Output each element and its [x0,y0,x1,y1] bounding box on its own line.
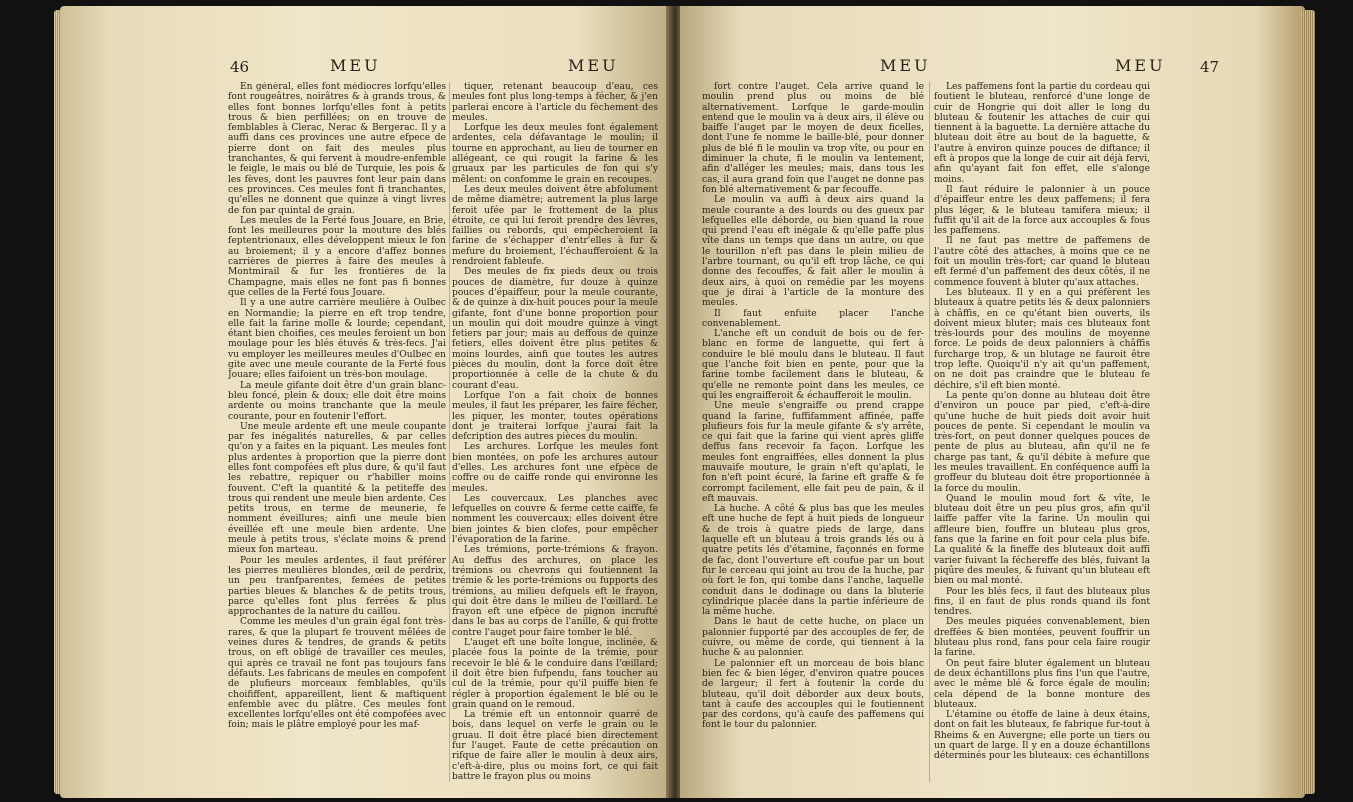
paragraph: fort contre l'auget. Cela arrive quand le moulin prend plus ou moins de blé alternativement. Lorfque le garde-moulin entend que le moulin va à deux airs, il élève ou baiffe l'auget par le moyen de deux ficelles, dont l'une fe nomme le baille-blé, pour donner plus de blé fi le moulin va trop vîte, ou pour en diminuer la chute, fi le moulin va lentement, afin d'alléger les meules; mais, dans tous les cas, il aura grand foin que l'auget ne donne pas fon blé alternativement & par fecouffe. [702,82,924,195]
paragraph: Il ne faut pas mettre de paffemens de l'autre côté des attaches, à moins que ce ne foit un moulin très-fort; car quand le bluteau eft fermé d'un paffement des deux côtés, il ne commence fouvent à bluter qu'aux attaches. [934,236,1150,288]
left-column-2 [452,82,658,782]
paragraph: Lorfque les deux meules font également ardentes, cela défavantage le moulin; il tourne en approchant, au lieu de tourner en allégeant, ce qui rougit la farine & les gruaux par les particules de fon qui s'y mêlent: on confomme le grain en recoupes. [452,123,658,185]
paragraph: Les couvercaux. Les planches avec lefquelles on couvre & ferme cette caiffe, fe nomment les couvercaux; elles doivent être bien jointes & bien clofes, pour empêcher l'évaporation de la farine. [452,493,658,546]
paragraph: La pente qu'on donne au bluteau doit être d'environ un pouce par pied, c'eft-à-dire qu'une huche de huit pieds doit avoir huit pouces de pente. Si cependant le moulin va très-fort, on peut donner quelques pouces de pente de plus au bluteau, afin qu'il ne fe charge pas tant, & qu'il débite à mefure que les meules travaillent. En conféquence auffi la groffeur du bluteau doit être proportionnée à la force du moulin. [934,390,1150,494]
paragraph: Le palonnier eft un morceau de bois blanc bien fec & bien léger, d'environ quatre pouces de largeur; il fert à foutenir la corde du bluteau, qu'il doit déborder aux deux bouts, tant à caufe des accouples qui le foutiennent par des cordons, qu'à caufe des paffemens qui font le tour du palonnier. [702,658,924,731]
right-page-number: 47 [1200,58,1220,76]
right-page [680,6,1305,798]
paragraph: L'auget eft une boîte longue, inclinée, & placée fous la pointe de la trémie, pour recevoir le blé & le conduire dans l'œillard; il doit être bien fufpendu, fans toucher au cul de la trémie, pour qu'il puiffe bien fe régler à proportion également le blé ou le grain quand on le remoud. [452,638,658,710]
paragraph: Pour les blés fecs, il faut des bluteaux plus fins, il en faut de plus ronds quand ils font tendres. [934,586,1150,618]
right-column-2 [934,82,1150,782]
paragraph: Il faut enfuite placer l'anche convenablement. [702,308,924,329]
left-running-title-b: MEU [568,56,619,75]
right-running-title-b: MEU [1115,56,1166,75]
paragraph: Une meule ardente eft une meule coupante par fes inégalités naturelles, & par celles qu'on y a faites en la piquant. Les meules font plus ardentes à proportion que la pierre dont elles font compofées eft plus dure, & qu'il faut les rebattre, repiquer ou r'habiller moins fouvent. C'eft la quantité & la petiteffe des trous qui rendent une meule bien ardente. Ces petits trous, en terme de meunerie, fe nomment éveillures; ainfi une meule bien éveillée eft une meule bien ardente. Une meule à petits trous, s'éclate moins & prend mieux fon marteau. [228,421,446,556]
left-column-1 [228,82,446,782]
paragraph: La trémie eft un entonnoir quarré de bois, dans lequel on verfe le grain ou le gruau. Il doit être placé bien directement fur l'auget. Faute de cette précaution on rifque de faire aller le moulin à deux airs, c'eft-à-dire, plus ou moins fort, ce qui fait battre le frayon plus ou moins [452,710,658,782]
right-column-1 [702,82,924,782]
open-book [60,6,1305,798]
paragraph: Quand le moulin moud fort & vîte, le bluteau doit être un peu plus gros, afin qu'il laiffe paffer vîte la farine. Un moulin qui affleure bien, fouffre un bluteau plus gros, fans que la farine en foit pour cela plus bife. La qualité & la fineffe des bluteaux doit auffi varier fuivant la féchereffe des blés, fuivant la piqûre des meules, & fuivant qu'un bluteau eft bien ou mal monté. [934,493,1150,587]
paragraph: La huche. A côté & plus bas que les meules eft une huche de fept à huit pieds de longueur & de trois à quatre pieds de large, dans laquelle eft un bluteau à trois grands lés ou à quatre petits lés d'étamine, façonnés en forme de fac, dont l'ouverture eft coufue par un bout fur le cerceau qui joint au trou de la huche, par où fort le fon, qui tombe dans l'anche, laquelle conduit dans le dodinage ou dans la bluterie cylindrique placée dans la partie inférieure de la même huche. [702,504,924,618]
paragraph: Une meule s'engraiffe ou prend crappe quand la farine, fuffifamment affinée, paffe plufieurs fois fur la meule gifante & s'y arrête, ce qui fait que la farine qui vient après gliffe deffus fans recevoir fa façon. Lorfque les meules font engraiffées, elles donnent la plus mauvaife mouture, le grain n'eft qu'aplati, le fon n'eft point écuré, la farine eft graffe & fe corrompt facilement, elle fait peu de pain, & il eft mauvais. [702,401,924,504]
column-rule [929,82,930,782]
left-running-title-a: MEU [330,56,381,75]
paragraph: Comme les meules d'un grain égal font très-rares, & que la plupart fe trouvent mêlées de veines dures & tendres, de grands & petits trous, on eft obligé de travailler ces meules, qui après ce travail ne font pas toujours fans défauts. Les fabricans de meules en compofent de plufieurs morceaux femblables, qu'ils choififfent, appareillent, lient & maftiquent enfemble avec du plâtre. Ces meules font excellentes lorfqu'elles ont été compofées avec foin; mais le plâtre employé pour les maf- [228,617,446,731]
paragraph: Des meules de fix pieds deux ou trois pouces de diamètre, fur douze à quinze pouces d'épaiffeur, pour la meule courante, & de quinze à dix-huit pouces pour la meule gifante, font d'une bonne proportion pour un moulin qui doit moudre quinze à vingt fetiers par jour; mais au deffous de quinze fetiers, elles doivent être plus petites & moins lourdes, ainfi que toutes les autres pièces du moulin, dont la force doit être proportionnée à celle de la chute & du courant d'eau. [452,267,658,391]
paragraph: Les archures. Lorfque les meules font bien montées, on pofe les archures autour d'elles. Les archures font une efpèce de coffre ou de caiffe ronde qui environne les meules. [452,442,658,494]
page-edges-right [1301,10,1315,794]
left-page-header [60,56,670,78]
paragraph: Les meules de la Ferté fous Jouare, en Brie, font les meilleures pour la mouture des blés feptentrionaux, elles développent mieux le fon au broiement; il y a encore d'affez bonnes carrières de pierres à faire des meules à Montmirail & fur les frontières de la Champagne, mais elles ne font pas fi bonnes que celles de la Ferté fous Jouare. [228,215,446,298]
column-rule [449,82,450,782]
paragraph: Il y a une autre carrière meulière à Oulbec en Normandie; la pierre en eft trop tendre, elle fait la farine molle & lourde; cependant, étant bien choifies, ces meules feroient un bon moulage pour les blés étuvés & très-fecs. J'ai vu employer les meilleures meules d'Oulbec en gite avec une meule courante de la Ferté fous Jouare; elles faifoient un très-bon moulage. [228,298,446,381]
paragraph: Il faut réduire le palonnier à un pouce d'épaiffeur entre les deux paffemens; il fera plus léger, & le bluteau tamifera mieux; il fuffit qu'il ait de la force aux accouples & fous les paffemens. [934,184,1150,237]
left-page-number: 46 [230,58,250,76]
paragraph: tiquer, retenant beaucoup d'eau, ces meules font plus long-temps à fécher, & j'en parlerai encore à l'article du fèchement des meules. [452,82,658,123]
paragraph: Les bluteaux. Il y en a qui préfèrent les bluteaux à quatre petits lés & deux palonniers à châffis, en ce qu'étant bien ouverts, ils doivent mieux bluter; mais ces bluteaux font très-lourds pour des moulins de moyenne force. Le poids de deux palonniers à châffis furcharge trop, & un blutage ne fauroit être trop lefte. Quoiqu'il n'y ait qu'un paffement, on ne doit pas craindre que le bluteau fe déchire, s'il eft bien monté. [934,287,1150,391]
paragraph: Lorfque l'on a fait choix de bonnes meules, il faut les préparer, les faire fécher, les piquer, les monter, toutes opérations dont je traiterai lorfque j'aurai fait la defcription des autres pièces du moulin. [452,390,658,443]
right-running-title-a: MEU [880,56,931,75]
paragraph: En général, elles font médiocres lorfqu'elles font rougeâtres, noirâtres & à grands trous, & elles font bonnes lorfqu'elles font à petits trous & bien perfillées; on en trouve de femblables à Clerac, Nerac & Bergerac. Il y a auffi dans ces provinces une autre efpece de pierre dont on fait des meules plus tranchantes, & qui fervent à moudre-enfemble le feigle, le mais ou blé de Turquie, les pois & les fèves, dont les pauvres font leur pain dans ces provinces. Ces meules font fi tranchantes, qu'elles ne donnent que quinze à vingt livres de fon par quintal de grain. [228,82,446,216]
right-page-header [680,56,1305,78]
paragraph: Le moulin va auffi à deux airs quand la meule courante a des lourds ou des gueux par lefquelles elle déborde, ou bien quand la roue qui prend l'eau eft inégale & qu'elle paffe plus vîte dans un temps que dans un autre, ou que le tourillon n'eft pas dans le plein milieu de l'arbre tournant, ou qu'il eft trop lâche, ce qui donne des fecouffes, & fait aller le moulin à deux airs, à quoi on remédie par les moyens que je dirai à l'article de la monture des meules. [702,195,924,309]
paragraph: Des meules piquées convenablement, bien dreffées & bien montées, peuvent fouffrir un bluteau plus rond, fans pour cela faire rougir la farine. [934,617,1150,659]
paragraph: L'anche eft un conduit de bois ou de fer-blanc en forme de languette, qui fert à conduire le blé moulu dans le bluteau. Il faut que l'anche foit bien en pente, pour que la farine tombe facilement dans le bluteau, & qu'elle ne remonte point dans les meules, ce qui les engraifferoit & échaufferoit le moulin. [702,329,924,401]
paragraph: Pour les meules ardentes, il faut préférer les pierres meulières blondes, œil de perdrix, un peu tranfparentes, femées de petites parties bleues & blanches & de petits trous, parce qu'elles font plus ferrées & plus approchantes de la nature du caillou. [228,555,446,618]
paragraph: Les trémions, porte-trémions & frayon. Au deffus des archures, on place les trémions ou chevrons qui foutiennent la trémie & les porte-trémions ou fupports des trémions, au milieu defquels eft le frayon, qui doit être dans le milieu de l'œillard. Le frayon eft une efpèce de pignon incrufté dans le bas au corps de l'anille, & qui frotte contre l'auget pour faire tomber le blé. [452,545,658,638]
paragraph: Dans le haut de cette huche, on place un palonnier fupporté par des accouples de fer, de cuivre, ou même de corde, qui tiennent à la huche & au palonnier. [702,617,924,659]
left-page [60,6,670,798]
paragraph: Les deux meules doivent être abfolument de même diamètre; autrement la plus large feroit ufée par le frottement de la plus étroite, ce qui lui feroit prendre des lèvres, faillies ou rebords, qui empêcheroient la farine de s'échapper d'entr'elles à fur & mefure du broiement, l'échaufferoient & la rendroient fableufe. [452,184,658,268]
paragraph: Les paffemens font la partie du cordeau qui foutient le bluteau, renforcé d'une longe de cuir de Hongrie qui doit aller le long du bluteau & foutenir les attaches de cuir qui tiennent à la baguette. La dernière attache du bluteau doit être au bout de la baguette, & l'autre à environ quinze pouces de diftance; il eft à propos que la longe de cuir ait déjà fervi, afin qu'ayant fait fon effet, elle s'alonge moins. [934,82,1150,185]
paragraph: On peut faire bluter également un bluteau de deux échantillons plus fins l'un que l'autre, avec le même blé & force égale de moulin; cela dépend de la bonne monture des bluteaux. [934,658,1150,710]
paragraph: L'étamine ou étoffe de laine à deux étains, dont on fait les bluteaux, fe fabrique fur-tout à Rheims & en Auvergne; elle porte un tiers ou un quart de large. Il y en a douze échantillons déterminés pour les bluteaux: ces échantillons [934,710,1150,762]
paragraph: La meule gifante doit être d'un grain blanc-bleu foncé, plein & doux; elle doit être moins ardente ou moins tranchante que la meule courante, pour en foutenir l'effort. [228,380,446,422]
